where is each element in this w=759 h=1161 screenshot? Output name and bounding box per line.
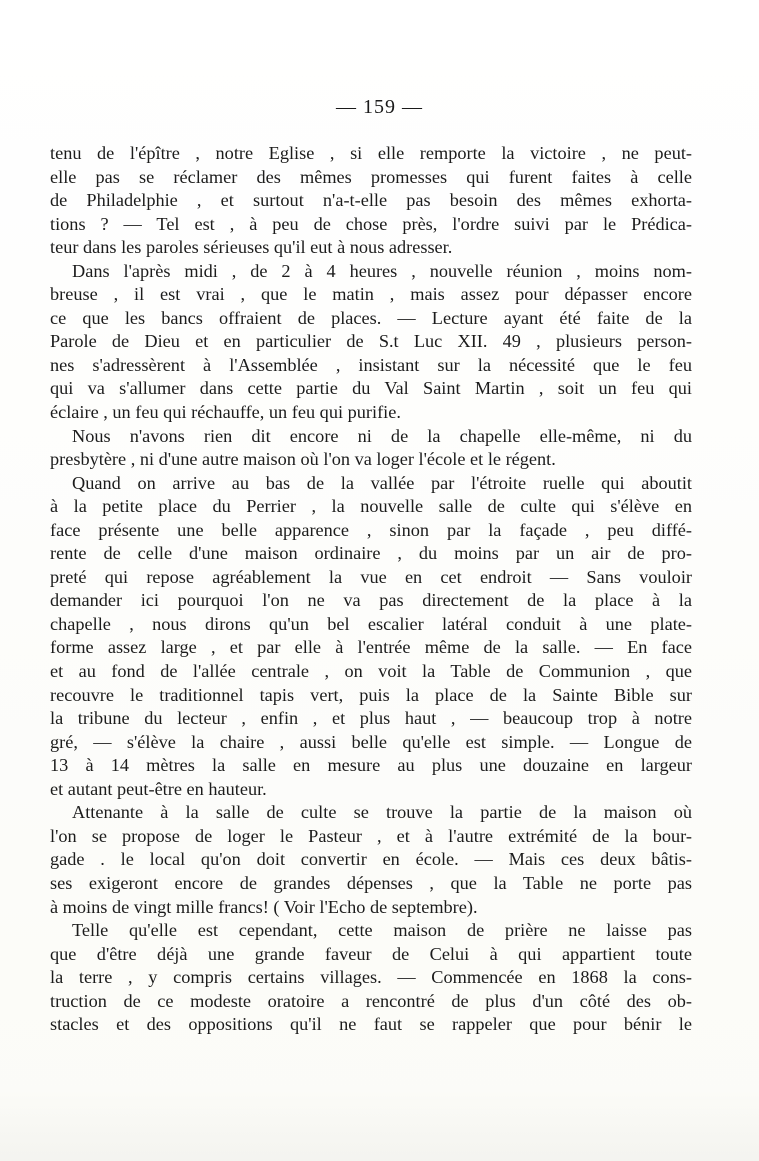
text-line: à moins de vingt mille francs! ( Voir l'Echo de septembre). bbox=[50, 896, 478, 917]
text-line: forme assez large , et par elle à l'entrée même de la salle. — En face bbox=[50, 637, 692, 658]
text-line: gré, — s'élève la chaire , aussi belle qu'elle est simple. — Longue de bbox=[50, 731, 692, 752]
text-line: éclaire , un feu qui réchauffe, un feu qui purifie. bbox=[50, 402, 401, 423]
text-line: l'on se propose de loger le Pasteur , et à l'autre extrémité de la bour- bbox=[50, 825, 692, 846]
text-line: Quand on arrive au bas de la vallée par l'étroite ruelle qui aboutit bbox=[72, 472, 692, 493]
text-line: recouvre le traditionnel tapis vert, puis la place de la Sainte Bible sur bbox=[50, 684, 692, 705]
text-line: qui va s'allumer dans cette partie du Val Saint Martin , soit un feu qui bbox=[50, 378, 692, 399]
text-line: tions ? — Tel est , à peu de chose près, l'ordre suivi par le Prédica- bbox=[50, 213, 692, 234]
text-line: ce que les bancs offraient de places. — Lecture ayant été faite de la bbox=[50, 307, 692, 328]
paragraph-5 bbox=[50, 801, 692, 919]
text-line: rente de celle d'une maison ordinaire , du moins par un air de pro- bbox=[50, 543, 692, 564]
text-line: gade . le local qu'on doit convertir en école. — Mais ces deux bâtis- bbox=[50, 849, 692, 870]
text-line: stacles et des oppositions qu'il ne faut se rappeler que pour bénir le bbox=[50, 1014, 692, 1035]
text-line: 13 à 14 mètres la salle en mesure au plus une douzaine en largeur bbox=[50, 755, 692, 776]
text-line: Nous n'avons rien dit encore ni de la chapelle elle-même, ni du bbox=[72, 425, 692, 446]
paragraph-3 bbox=[50, 425, 692, 472]
text-line: elle pas se réclamer des mêmes promesses qui furent faites à celle bbox=[50, 166, 692, 187]
text-line: teur dans les paroles sérieuses qu'il eut à nous adresser. bbox=[50, 237, 453, 258]
text-line: à la petite place du Perrier , la nouvelle salle de culte qui s'élève en bbox=[50, 496, 692, 517]
paper-shading bbox=[0, 1091, 759, 1161]
text-line: Attenante à la salle de culte se trouve la partie de la maison où bbox=[72, 802, 692, 823]
text-line: et autant peut-être en hauteur. bbox=[50, 778, 267, 799]
paragraph-4 bbox=[50, 472, 692, 802]
text-line: ses exigeront encore de grandes dépenses , que la Table ne porte pas bbox=[50, 872, 692, 893]
text-line: que d'être déjà une grande faveur de Celui à qui appartient toute bbox=[50, 943, 692, 964]
body-text bbox=[50, 142, 692, 1037]
text-line: Telle qu'elle est cependant, cette maison de prière ne laisse pas bbox=[72, 920, 692, 941]
text-line: et au fond de l'allée centrale , on voit la Table de Communion , que bbox=[50, 661, 692, 682]
text-line: chapelle , nous dirons qu'un bel escalier latéral conduit à une plate- bbox=[50, 613, 692, 634]
text-line: Dans l'après midi , de 2 à 4 heures , nouvelle réunion , moins nom- bbox=[72, 260, 692, 281]
text-line: truction de ce modeste oratoire a rencontré de plus d'un côté des ob- bbox=[50, 990, 692, 1011]
text-line: tenu de l'épître , notre Eglise , si elle remporte la victoire , ne peut- bbox=[50, 143, 692, 163]
text-line: la terre , y compris certains villages. — Commencée en 1868 la cons- bbox=[50, 967, 692, 988]
text-line: Parole de Dieu et en particulier de S.t Luc XII. 49 , plusieurs person- bbox=[50, 331, 692, 352]
paragraph-2 bbox=[50, 260, 692, 425]
paragraph-1 bbox=[50, 142, 692, 260]
page-number: — 159 — bbox=[336, 96, 423, 118]
text-line: nes s'adressèrent à l'Assemblée , insistant sur la nécessité que le feu bbox=[50, 354, 692, 375]
paragraph-6 bbox=[50, 919, 692, 1037]
text-line: de Philadelphie , et surtout n'a-t-elle pas besoin des mêmes exhorta- bbox=[50, 190, 692, 211]
text-line: presbytère , ni d'une autre maison où l'on va loger l'école et le régent. bbox=[50, 449, 556, 470]
text-line: la tribune du lecteur , enfin , et plus haut , — beaucoup trop à notre bbox=[50, 708, 692, 729]
text-line: preté qui repose agréablement la vue en cet endroit — Sans vouloir bbox=[50, 566, 692, 587]
text-line: breuse , il est vrai , que le matin , mais assez pour dépasser encore bbox=[50, 284, 692, 305]
text-line: face présente une belle apparence , sinon par la façade , peu diffé- bbox=[50, 519, 692, 540]
text-line: demander ici pourquoi l'on ne va pas directement de la place à la bbox=[50, 590, 692, 611]
